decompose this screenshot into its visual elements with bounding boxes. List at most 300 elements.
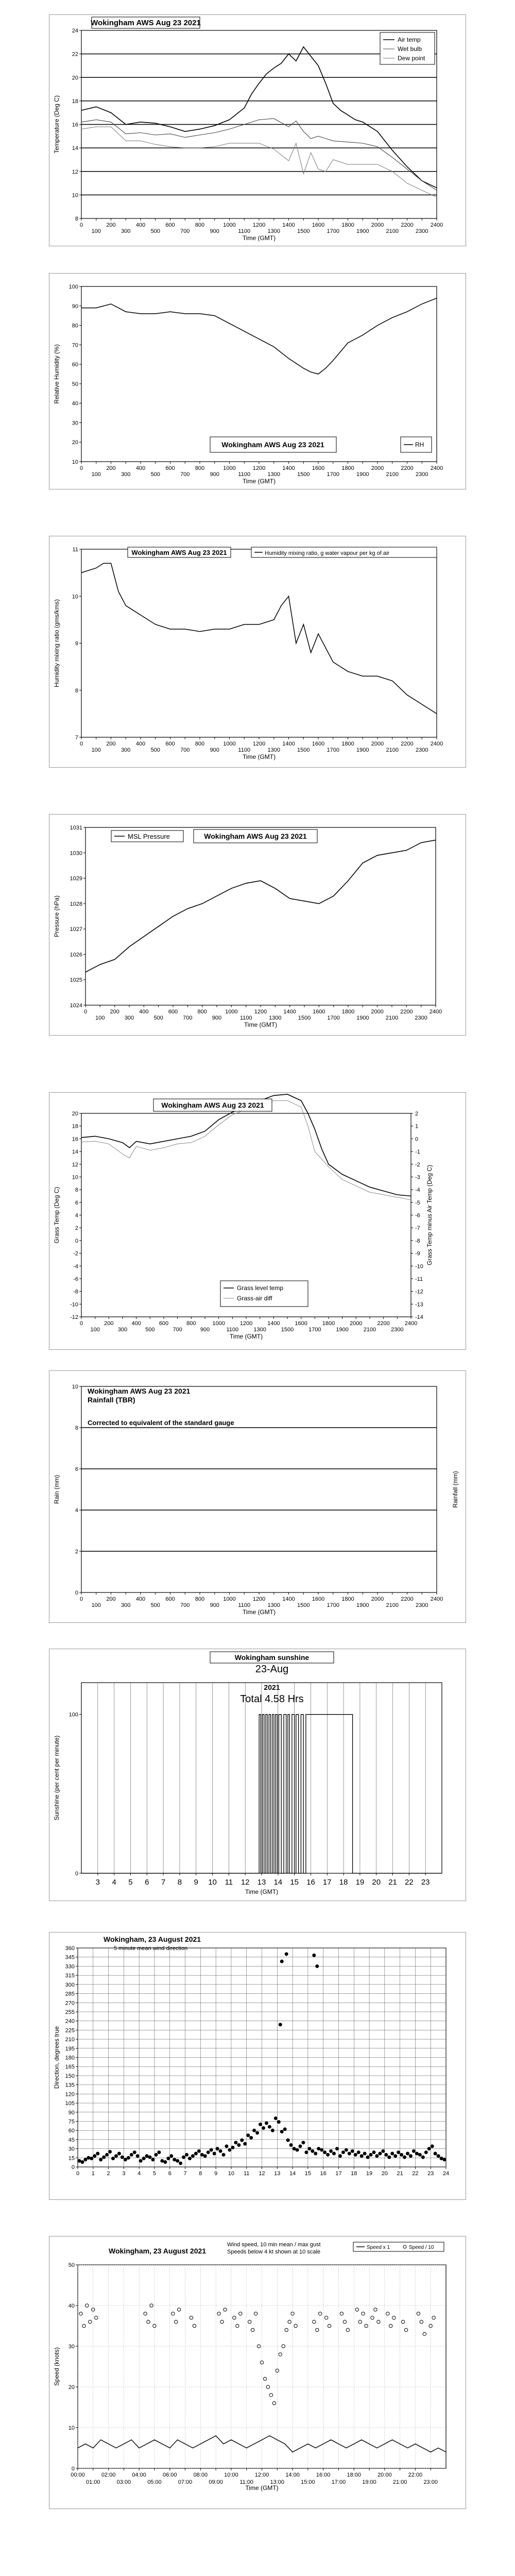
x-tick-label: 2100 [386,471,399,478]
y-tick-label: 20 [68,2384,75,2391]
data-point [147,2320,150,2323]
data-point [279,2023,282,2026]
x-tick-label: 18 [339,1878,348,1887]
x-tick-label: 11:00 [239,2479,254,2485]
data-point [437,2155,440,2158]
data-point [197,2149,200,2153]
data-point [158,2151,161,2154]
y-tick-label: 30 [68,2146,75,2153]
data-point [409,2155,412,2158]
x-tick-label: 1700 [327,747,339,753]
x-tick-label: 09:00 [209,2479,223,2485]
y-tick-label: 135 [65,2082,75,2089]
y-tick-right-label: -10 [415,1263,423,1270]
x-tick-label: 1400 [283,1009,296,1015]
data-point [382,2149,385,2153]
x-tick-label: 17 [322,1878,332,1887]
legend-label: Grass level temp [237,1284,284,1292]
data-point [358,2320,362,2323]
data-point [316,1964,319,1968]
data-point [313,1954,316,1957]
data-point [354,2153,357,2156]
data-point [257,2345,260,2348]
data-point [285,2328,288,2331]
data-point [82,2324,85,2327]
chart-title: Wokingham sunshine [234,1653,310,1662]
x-tick-label: 3 [122,2171,126,2177]
chart-title: Wokingham AWS Aug 23 2021 [131,549,227,556]
y-tick-label: 105 [65,2100,75,2107]
y-tick-label: 80 [72,323,78,329]
y-tick-right-label: -3 [415,1174,420,1181]
data-point [434,2152,437,2155]
x-tick-label: 1800 [341,222,354,228]
data-point [269,2394,272,2397]
y-tick-label: 60 [72,362,78,368]
data-point [386,2312,389,2315]
x-tick-label: 1900 [336,1327,349,1333]
x-tick-label: 1000 [223,1596,236,1602]
x-tick-label: 14 [273,1878,283,1887]
data-point [170,2155,173,2158]
x-axis-label: Time (GMT) [242,1608,276,1616]
data-point [179,2162,182,2165]
data-point [285,1953,288,1956]
mixing-ratio-panel [49,536,466,768]
pressure-chart [49,815,466,1035]
data-point [90,2157,93,2160]
data-point [253,2129,256,2132]
x-tick-label: 10:00 [224,2472,238,2478]
chart-subtitle: Rainfall (TBR) [88,1396,135,1404]
x-tick-label: 1300 [269,1015,282,1021]
x-tick-label: 800 [195,741,205,747]
x-tick-label: 1300 [267,471,280,478]
x-tick-label: 1900 [356,747,369,753]
x-tick-label: 2200 [400,1009,413,1015]
sunshine-chart [49,1649,466,1901]
x-tick-label: 900 [210,747,219,753]
x-tick-label: 6 [145,1878,149,1887]
x-tick-label: 1200 [239,1320,253,1327]
y-tick-label: 100 [68,1711,78,1718]
y-tick-label: 8 [75,216,78,222]
y-axis-label: Grass Temp (Deg C) [53,1187,60,1244]
data-point [316,2328,319,2331]
x-tick-label: 1200 [252,1596,266,1602]
y-tick-right-label: 0 [415,1136,419,1143]
x-tick-label: 200 [104,1320,114,1327]
data-point [164,2161,167,2164]
x-tick-label: 1000 [223,741,236,747]
data-point [431,2145,434,2148]
x-tick-label: 1800 [341,741,354,747]
data-point [286,2139,289,2142]
x-tick-label: 800 [186,1320,196,1327]
x-tick-label: 1000 [223,222,236,228]
x-tick-label: 500 [153,1015,163,1021]
data-point [259,2123,262,2126]
data-point [194,2152,197,2155]
x-tick-label: 1700 [308,1327,321,1333]
y-tick-label: 22 [72,51,78,58]
x-tick-label: 1300 [267,228,280,234]
x-tick-label: 400 [135,741,146,747]
y-tick-label: 210 [65,2037,75,2043]
x-tick-label: 2200 [401,465,414,471]
x-tick-label: 24 [442,2171,450,2177]
x-tick-label: 400 [135,222,146,228]
x-tick-label: 1600 [312,465,325,471]
y-tick-right-label: -8 [415,1238,420,1244]
x-tick-label: 18:00 [347,2472,362,2478]
y-tick-label: 12 [72,168,78,175]
data-point [117,2152,121,2155]
data-point [154,2153,158,2156]
y-tick-right-label: -13 [415,1301,423,1308]
data-point [254,2312,257,2315]
data-point [78,2159,81,2162]
x-tick-label: 800 [197,1009,207,1015]
x-axis-label: Time (GMT) [245,2484,279,2492]
x-tick-label: 2300 [416,471,428,478]
y-tick-label: 10 [72,1174,78,1181]
data-point [217,2312,220,2315]
x-tick-label: 300 [117,1327,128,1333]
x-tick-label: 1200 [254,1009,267,1015]
x-tick-label: 600 [168,1009,178,1015]
data-point [193,2324,196,2327]
x-tick-label: 08:00 [193,2472,208,2478]
data-point [190,2316,193,2319]
data-point [92,2308,95,2311]
y-tick-label: 0 [75,1590,78,1596]
x-tick-label: 2400 [429,1009,442,1015]
data-point [102,2156,106,2159]
x-tick-label: 19 [355,1878,365,1887]
data-point [228,2148,231,2151]
data-point [139,2159,142,2162]
data-point [200,2153,203,2156]
x-tick-label: 2100 [386,747,399,753]
data-point [371,2316,374,2319]
y-tick-right-label: -9 [415,1250,420,1257]
y-tick-label: 345 [65,1954,75,1961]
data-point [311,2149,314,2153]
y-tick-label: 24 [72,28,78,34]
x-tick-label: 1700 [327,1602,339,1608]
chart-title: Wokingham AWS Aug 23 2021 [221,440,324,449]
x-tick-label: 100 [91,471,101,478]
y-tick-label: 4 [75,1212,78,1219]
data-point [262,2126,265,2129]
x-axis-label: Time (GMT) [229,1333,263,1340]
chart-subtitle-2: Speeds below 4 kt shown at 10 scale [227,2249,321,2255]
y-tick-right-label: -12 [415,1289,423,1295]
x-tick-label: 300 [124,1015,134,1021]
data-point [369,2153,372,2156]
x-tick-label: 1700 [327,1015,340,1021]
data-point [177,2308,180,2311]
x-tick-label: 1500 [298,1015,311,1021]
x-tick-label: 2000 [371,465,384,471]
data-point [121,2156,124,2159]
y-tick-label: 1029 [70,875,82,882]
x-tick-label: 20:00 [377,2472,392,2478]
data-point [142,2157,145,2160]
y-tick-label: 0 [71,2466,75,2472]
y-tick-label: 195 [65,2045,75,2052]
y-tick-label: 14 [72,1149,78,1156]
y-tick-right-label: -5 [415,1199,420,1206]
y-tick-label: 70 [72,342,78,349]
y-tick-label: 180 [65,2055,75,2061]
x-tick-label: 2300 [416,228,428,234]
x-tick-label: 500 [145,1327,155,1333]
x-tick-label: 0 [79,222,83,228]
x-tick-label: 900 [210,228,219,234]
x-tick-label: 22 [412,2171,419,2177]
x-tick-label: 2400 [404,1320,418,1327]
data-point [203,2155,207,2158]
data-point [236,2324,239,2327]
y-tick-label: 50 [72,381,78,387]
x-tick-label: 2 [107,2171,110,2177]
x-tick-label: 1300 [267,747,280,753]
x-tick-label: 1900 [356,471,369,478]
y-tick-label: 2 [75,1549,78,1555]
x-tick-label: 1100 [238,471,251,478]
data-point [124,2158,127,2161]
x-tick-label: 6 [168,2171,171,2177]
x-tick-label: 700 [180,228,190,234]
data-point [191,2155,194,2158]
data-point [260,2361,263,2364]
x-tick-label: 13 [257,1878,266,1887]
x-tick-label: 11 [243,2171,250,2177]
y-axis-label: Temperature (Deg C) [53,95,60,154]
x-tick-label: 1500 [297,747,310,753]
x-tick-label: 500 [150,1602,160,1608]
x-tick-label: 04:00 [132,2472,146,2478]
data-point [93,2155,96,2158]
data-point [335,2147,338,2150]
x-tick-label: 2000 [371,222,384,228]
relative-humidity-chart [49,274,466,489]
y-tick-label: 165 [65,2064,75,2071]
chart-year: 2021 [264,1683,280,1691]
data-point [231,2146,234,2149]
data-point [265,2122,268,2125]
y-axis-label: Speed (knots) [53,2347,60,2386]
data-point [365,2324,368,2327]
y-tick-label: 20 [72,1111,78,1117]
x-tick-label: 1500 [297,228,310,234]
y-tick-label: 10 [68,2425,75,2431]
x-tick-label: 2000 [371,1009,384,1015]
y-tick-label: 225 [65,2027,75,2034]
y-tick-label: 8 [75,687,78,694]
data-point [338,2155,341,2158]
y-tick-label: 8 [75,1187,78,1194]
data-point [109,2150,112,2153]
y-tick-label: 6 [75,1466,78,1472]
x-tick-label: 700 [180,471,190,478]
data-point [427,2147,431,2150]
x-tick-label: 1000 [223,465,236,471]
data-point [99,2158,102,2161]
data-point [355,2308,358,2311]
x-tick-label: 2000 [371,741,384,747]
y-tick-label: 12 [72,1161,78,1168]
x-tick-label: 400 [135,1596,146,1602]
y-tick-label: 300 [65,1981,75,1988]
data-point [362,2312,365,2315]
x-tick-label: 1 [91,2171,95,2177]
data-point [272,2401,276,2404]
x-tick-label: 2100 [385,1015,399,1021]
data-point [388,2156,391,2159]
legend-swatch [403,2245,406,2248]
x-tick-label: 1800 [322,1320,335,1327]
x-tick-label: 3 [95,1878,100,1887]
legend-label: Speed x 1 [367,2245,390,2250]
data-point [167,2157,170,2160]
x-tick-label: 2400 [430,1596,443,1602]
x-tick-label: 2400 [430,741,443,747]
x-tick-label: 300 [121,471,131,478]
y-tick-label: 90 [72,303,78,310]
y-tick-label: 360 [65,1945,75,1952]
data-point [377,2320,380,2323]
y-tick-label: 30 [68,2344,75,2350]
y-tick-right-label: -7 [415,1225,420,1232]
data-point [440,2157,443,2160]
y-tick-label: 1026 [70,952,82,958]
relative-humidity-panel [49,273,466,489]
x-tick-label: 1800 [341,1596,354,1602]
x-tick-label: 600 [165,222,175,228]
y-tick-label: 1028 [70,901,82,907]
x-tick-label: 14 [289,2171,296,2177]
grass-temperature-chart [49,1093,466,1349]
x-tick-label: 2300 [391,1327,404,1333]
x-tick-label: 1100 [238,747,251,753]
chart-title: Wokingham, 23 August 2021 [104,1935,201,1943]
x-tick-label: 900 [212,1015,222,1021]
y-tick-label: -8 [73,1289,78,1295]
data-point [182,2156,185,2159]
x-tick-label: 2300 [416,1602,428,1608]
data-point [84,2158,87,2161]
data-point [323,2151,327,2154]
y-tick-label: 11 [72,547,78,553]
x-tick-label: 700 [183,1015,193,1021]
x-tick-label: 2000 [350,1320,363,1327]
x-tick-label: 200 [106,465,116,471]
rainfall-chart [49,1371,466,1622]
chart-subtitle: 5 minute mean wind direction [114,1945,188,1952]
chart-title: Wokingham, 23 August 2021 [109,2247,207,2255]
x-tick-label: 500 [150,228,160,234]
data-point [136,2155,139,2158]
y-tick-label: 9 [75,640,78,647]
x-tick-label: 100 [91,228,101,234]
data-point [81,2161,84,2164]
data-point [219,2149,222,2153]
data-point [237,2144,241,2147]
data-point [210,2148,213,2151]
y-tick-label: -4 [73,1263,78,1270]
data-point [389,2324,392,2327]
data-point [401,2320,404,2323]
x-tick-label: 7 [183,2171,187,2177]
data-point [256,2131,259,2134]
y-axis-label: Direction, degrees true [53,2026,60,2089]
x-tick-label: 2200 [401,222,414,228]
y-tick-label: 330 [65,1963,75,1970]
y-tick-label: -6 [73,1276,78,1282]
y-tick-label: 40 [68,2303,75,2309]
x-tick-label: 0 [79,465,83,471]
x-axis-label: Time (GMT) [245,1888,279,1895]
chart-title: Wokingham AWS Aug 23 2021 [91,19,201,27]
data-point [374,2308,377,2311]
data-point [308,2147,311,2150]
grass-temperature-panel [49,1092,466,1350]
y-tick-label: 14 [72,145,78,152]
data-point [314,2152,317,2155]
y-tick-label: 2 [75,1225,78,1232]
x-tick-label: 15 [304,2171,311,2177]
data-point [133,2151,136,2154]
data-point [346,2328,349,2331]
data-point [317,2147,320,2150]
x-tick-label: 200 [106,741,116,747]
y-tick-label: 75 [68,2119,75,2125]
data-point [406,2152,409,2155]
air-temperature-chart [49,15,466,246]
y-tick-label: 18 [72,98,78,105]
y-tick-right-label: 2 [415,1111,419,1117]
x-tick-label: 500 [150,471,160,478]
data-point [151,2158,154,2161]
data-point [106,2153,109,2156]
legend-label: Wet bulb [398,45,422,53]
data-point [412,2149,415,2153]
data-point [417,2312,420,2315]
y-tick-right-label: -11 [415,1276,423,1282]
data-point [241,2139,244,2142]
data-point [420,2320,423,2323]
x-tick-label: 14:00 [285,2472,300,2478]
data-point [216,2147,219,2150]
data-point [305,2151,308,2154]
x-tick-label: 20 [381,2171,388,2177]
data-point [415,2152,418,2155]
x-tick-label: 13:00 [270,2479,285,2485]
x-tick-label: 01:00 [86,2479,100,2485]
pressure-panel [49,814,466,1036]
y-axis-label: Pressure (hPa) [53,895,60,937]
x-tick-label: 400 [131,1320,141,1327]
data-point [185,2153,188,2156]
data-point [333,2152,336,2155]
x-tick-label: 07:00 [178,2479,193,2485]
data-point [207,2151,210,2154]
x-tick-label: 17:00 [331,2479,346,2485]
legend-label: RH [415,441,424,448]
